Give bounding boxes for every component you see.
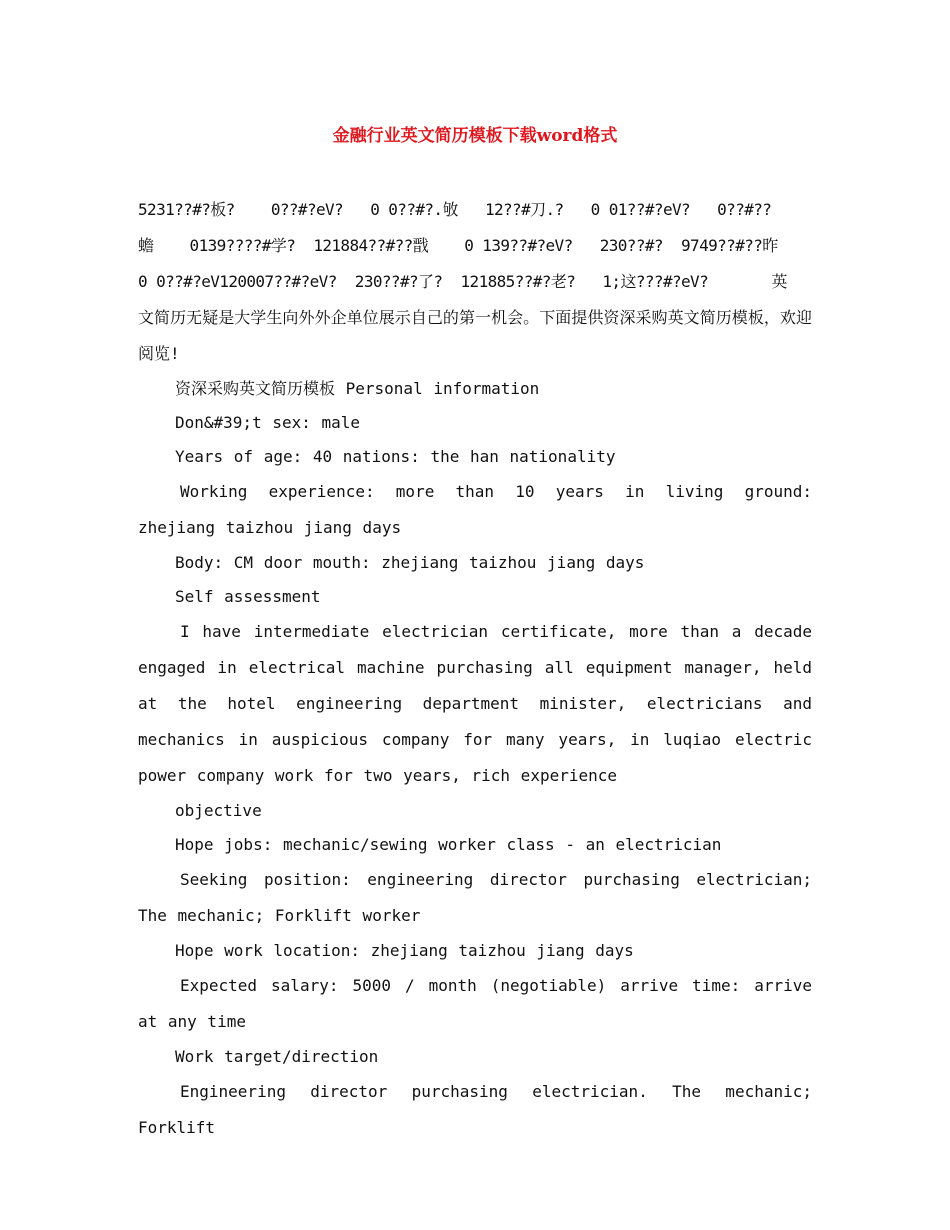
paragraph-sex: Don&#39;t sex: male: [175, 413, 361, 432]
section-heading-objective: objective: [175, 801, 262, 820]
paragraph-hope-jobs: Hope jobs: mechanic/sewing worker class - an electrician: [175, 835, 722, 854]
document-title: 金融行业英文简历模板下载word格式: [332, 126, 618, 146]
intro-paragraph: 文简历无疑是大学生向外外企单位展示自己的第一机会。下面提供资深采购英文简历模板，欢迎阅览!: [138, 308, 812, 363]
paragraph-body: Body: CM door mouth: zhejiang taizhou jiang days: [175, 553, 645, 572]
paragraph-work-location: Hope work location: zhejiang taizhou jiang days: [175, 941, 634, 960]
section-heading-work-target: Work target/direction: [175, 1047, 379, 1066]
document-body: [138, 192, 812, 1146]
paragraph-age: Years of age: 40 nations: the han nationality: [175, 447, 616, 466]
paragraph-seeking-position: Seeking position: engineering director purchasing electrician; The mechanic; Forklift worker: [138, 870, 812, 925]
paragraph-work-target: Engineering director purchasing electrician. The mechanic; Forklift: [138, 1082, 812, 1137]
section-heading-self-assessment: Self assessment: [175, 587, 321, 606]
garbled-line-1: 5231??#?板? 0??#?eV? 0 0??#?.敂 12??#刀.? 0 01??#?eV? 0??#??: [138, 200, 772, 219]
paragraph-self-assessment: I have intermediate electrician certificate, more than a decade engaged in electrical machine purchasing all equipment manager, held at the hotel engineering department minister, electricians and mechanics in auspicious company for many years, in luqiao electric power company work for two years, rich experience: [138, 622, 812, 785]
paragraph-working-experience: Working experience: more than 10 years in living ground: zhejiang taizhou jiang days: [138, 482, 812, 537]
garbled-line-2: 蟾 0139????#学? 121884??#??戬 0 139??#?eV? 230??#? 9749??#??昨: [138, 236, 778, 255]
paragraph-expected-salary: Expected salary: 5000 / month (negotiable) arrive time: arrive at any time: [138, 976, 812, 1031]
garbled-line-3: 0 0??#?eV120007??#?eV? 230??#?了? 121885??#?老? 1;这???#?eV? 英: [138, 272, 787, 291]
section-heading-personal-info: 资深采购英文简历模板 Personal information: [175, 379, 540, 398]
